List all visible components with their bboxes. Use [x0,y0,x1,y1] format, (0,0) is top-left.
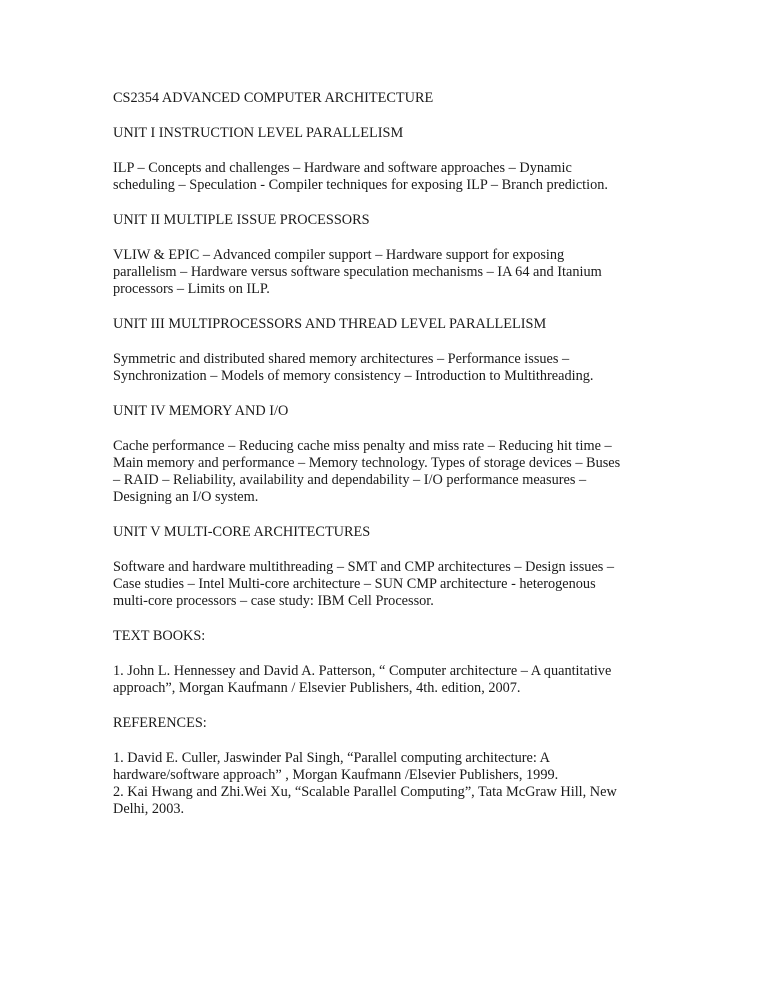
text-books-heading [113,628,653,645]
unit-body-line: Cache performance – Reducing cache miss penalty and miss rate – Reducing hit time – [113,438,612,454]
text-books-list [113,663,653,697]
title-text: CS2354 ADVANCED COMPUTER ARCHITECTURE [113,90,434,106]
unit-heading-text: UNIT I INSTRUCTION LEVEL PARALLELISM [113,125,404,141]
unit-heading-text: UNIT IV MEMORY AND I/O [113,403,289,419]
document-body [113,90,653,818]
unit-body-line: VLIW & EPIC – Advanced compiler support – Hardware support for exposing [113,247,565,263]
unit-body-line: Software and hardware multithreading – SMT and CMP architectures – Design issues – [113,559,615,575]
unit-body-line: Designing an I/O system. [113,489,259,505]
unit-heading-text: UNIT III MULTIPROCESSORS AND THREAD LEVEL PARALLELISM [113,316,547,332]
unit-body-line: Case studies – Intel Multi-core architecture – SUN CMP architecture - heterogenous [113,576,596,592]
unit-3-body [113,351,653,385]
reference-line: 2. Kai Hwang and Zhi.Wei Xu, “Scalable Parallel Computing”, Tata McGraw Hill, New [113,784,617,800]
document-title [113,90,653,107]
unit-4-heading [113,403,653,420]
unit-4-body [113,438,653,506]
unit-5-body [113,559,653,610]
section-heading-text: REFERENCES: [113,715,207,731]
references-heading [113,715,653,732]
unit-body-line: ILP – Concepts and challenges – Hardware and software approaches – Dynamic [113,160,572,176]
unit-heading-text: UNIT II MULTIPLE ISSUE PROCESSORS [113,212,370,228]
text-book-line: 1. John L. Hennessey and David A. Patterson, “ Computer architecture – A quantitative [113,663,612,679]
text-book-line: approach”, Morgan Kaufmann / Elsevier Publishers, 4th. edition, 2007. [113,680,521,696]
unit-body-line: parallelism – Hardware versus software speculation mechanisms – IA 64 and Itanium [113,264,602,280]
unit-1-body [113,160,653,194]
unit-body-line: – RAID – Reliability, availability and dependability – I/O performance measures – [113,472,587,488]
unit-2-heading [113,212,653,229]
unit-body-line: processors – Limits on ILP. [113,281,270,297]
unit-3-heading [113,316,653,333]
unit-2-body [113,247,653,298]
reference-line: Delhi, 2003. [113,801,185,817]
section-heading-text: TEXT BOOKS: [113,628,206,644]
unit-1-heading [113,125,653,142]
unit-body-line: Synchronization – Models of memory consistency – Introduction to Multithreading. [113,368,594,384]
unit-body-line: Symmetric and distributed shared memory architectures – Performance issues – [113,351,570,367]
reference-line: hardware/software approach” , Morgan Kaufmann /Elsevier Publishers, 1999. [113,767,559,783]
unit-body-line: multi-core processors – case study: IBM Cell Processor. [113,593,434,609]
unit-body-line: Main memory and performance – Memory technology. Types of storage devices – Buses [113,455,621,471]
unit-5-heading [113,524,653,541]
unit-body-line: scheduling – Speculation - Compiler techniques for exposing ILP – Branch prediction. [113,177,608,193]
unit-heading-text: UNIT V MULTI-CORE ARCHITECTURES [113,524,371,540]
reference-line: 1. David E. Culler, Jaswinder Pal Singh, “Parallel computing architecture: A [113,750,550,766]
references-list [113,750,653,818]
